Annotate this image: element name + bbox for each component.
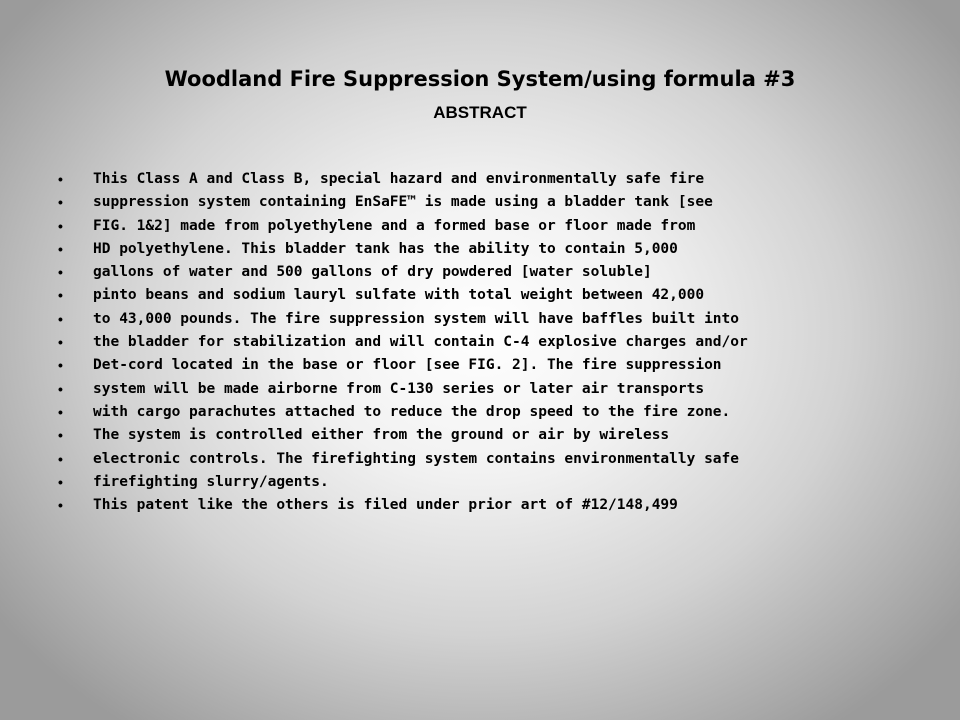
slide-subtitle: ABSTRACT <box>433 103 527 122</box>
bullet-icon: • <box>58 287 63 304</box>
bullet-line <box>56 494 926 517</box>
bullet-icon: • <box>58 334 63 351</box>
bullet-icon: • <box>58 264 63 281</box>
bullet-text: the bladder for stabilization and will contain C-4 explosive charges and/or <box>93 334 748 351</box>
bullet-line <box>56 424 926 447</box>
bullet-text: firefighting slurry/agents. <box>93 473 329 490</box>
bullet-text: pinto beans and sodium lauryl sulfate with total weight between 42,000 <box>93 287 705 304</box>
bullet-icon: • <box>58 427 63 444</box>
bullet-line <box>56 215 926 238</box>
bullet-icon: • <box>58 240 63 257</box>
bullet-text: FIG. 1&2] made from polyethylene and a formed base or floor made from <box>93 217 696 234</box>
slide-title: Woodland Fire Suppression System/using formula #3 <box>164 67 796 91</box>
bullet-text: The system is controlled either from the ground or air by wireless <box>93 427 670 444</box>
bullet-text: to 43,000 pounds. The fire suppression system will have baffles built into <box>93 310 740 327</box>
bullet-icon: • <box>58 450 63 467</box>
bullet-line <box>56 401 926 424</box>
bullet-icon: • <box>58 403 63 420</box>
abstract-bullet-list <box>56 168 926 517</box>
bullet-icon: • <box>58 171 63 187</box>
bullet-line <box>56 308 926 331</box>
bullet-text: electronic controls. The firefighting system contains environmentally safe <box>93 450 740 467</box>
bullet-text: system will be made airborne from C-130 series or later air transports <box>93 380 705 397</box>
bullet-line <box>56 168 926 191</box>
bullet-text: This Class A and Class B, special hazard and environmentally safe fire <box>93 171 705 187</box>
bullet-icon: • <box>58 380 63 397</box>
bullet-icon: • <box>58 310 63 327</box>
bullet-text: gallons of water and 500 gallons of dry powdered [water soluble] <box>93 264 652 281</box>
bullet-text: suppression system containing EnSaFE™ is made using a bladder tank [see <box>93 194 713 211</box>
bullet-icon: • <box>58 357 63 374</box>
bullet-icon: • <box>58 217 63 234</box>
bullet-line <box>56 331 926 354</box>
bullet-text: This patent like the others is filed under prior art of #12/148,499 <box>93 497 678 514</box>
bullet-line <box>56 191 926 214</box>
bullet-line <box>56 261 926 284</box>
bullet-text: with cargo parachutes attached to reduce the drop speed to the fire zone. <box>93 403 731 420</box>
bullet-icon: • <box>58 497 63 514</box>
bullet-line <box>56 284 926 307</box>
bullet-line <box>56 448 926 471</box>
bullet-text: Det-cord located in the base or floor [see FIG. 2]. The fire suppression <box>93 357 722 374</box>
bullet-line <box>56 378 926 401</box>
bullet-icon: • <box>58 473 63 490</box>
bullet-icon: • <box>58 194 63 211</box>
bullet-line <box>56 471 926 494</box>
bullet-line <box>56 238 926 261</box>
bullet-line <box>56 354 926 377</box>
bullet-text: HD polyethylene. This bladder tank has the ability to contain 5,000 <box>93 240 678 257</box>
